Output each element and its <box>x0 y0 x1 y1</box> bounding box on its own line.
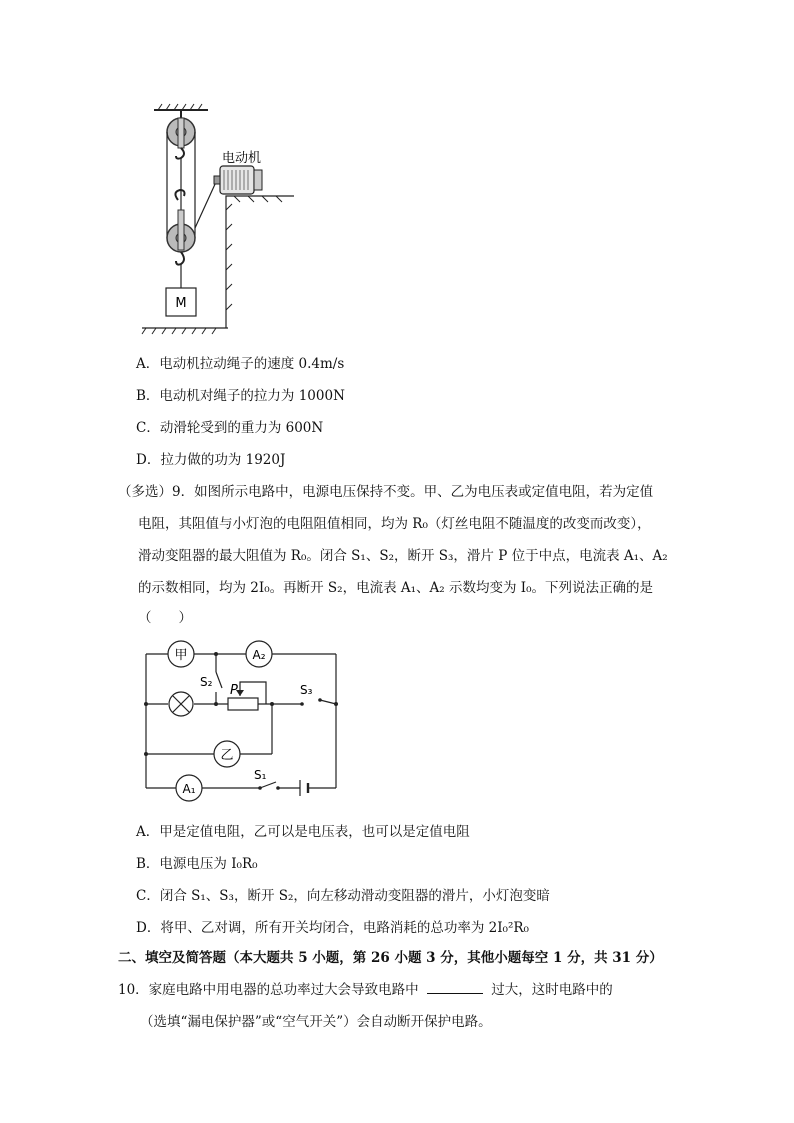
q8-option-c: C．动滑轮受到的重力为 600N <box>136 420 324 436</box>
q9-stem-line: 电阻，其阻值与小灯泡的电阻阻值相同，均为 R₀（灯丝电阻不随温度的改变而改变）， <box>138 516 651 532</box>
pulley-motor-figure <box>138 100 298 336</box>
q8-option-a: A．电动机拉动绳子的速度 0.4m/s <box>136 356 345 372</box>
jia-label: 甲 <box>174 648 188 663</box>
s3-label: S₃ <box>300 683 313 697</box>
q10-line1 <box>118 978 613 998</box>
q8-option-b: B．电动机对绳子的拉力为 1000N <box>136 388 345 404</box>
motor <box>220 166 254 194</box>
yi-label: 乙 <box>220 748 234 763</box>
a2-label: A₂ <box>252 648 266 662</box>
p-label: P <box>230 683 238 698</box>
block-label: M <box>175 296 187 311</box>
motor-label: 电动机 <box>222 151 262 166</box>
q8-option-d: D．拉力做的功为 1920J <box>136 452 286 468</box>
q9-option-a: A．甲是定值电阻，乙可以是电压表，也可以是定值电阻 <box>136 824 470 840</box>
circuit-diagram <box>140 636 346 804</box>
q10-text-b: 过大，这时电路中的 <box>491 982 613 998</box>
rheostat <box>228 698 258 710</box>
q9-option-c: C．闭合 S₁、S₃，断开 S₂，向左移动滑动变阻器的滑片，小灯泡变暗 <box>136 888 550 904</box>
section-heading: 二、填空及简答题（本大题共 5 小题，第 26 小题 3 分，其他小题每空 1 分，共 31 分） <box>118 950 663 966</box>
q9-stem-line: （多选）9．如图所示电路中，电源电压保持不变。甲、乙为电压表或定值电阻，若为定值 <box>118 484 654 500</box>
q10-text-a: 10．家庭电路中用电器的总功率过大会导致电路中 <box>118 982 419 998</box>
q9-option-d: D．将甲、乙对调，所有开关均闭合，电路消耗的总功率为 2I₀²R₀ <box>136 920 529 936</box>
pulley-diagram <box>138 100 298 336</box>
s2-label: S₂ <box>200 675 213 689</box>
q9-stem-line: 的示数相同，均为 2I₀。再断开 S₂，电流表 A₁、A₂ 示数均变为 I₀。下列说法正确的是 <box>138 580 654 596</box>
s1-label: S₁ <box>254 768 267 782</box>
answer-blank[interactable] <box>427 981 483 994</box>
q9-stem-line: （ ） <box>138 610 192 626</box>
a1-label: A₁ <box>182 782 196 796</box>
q10-line2: （选填“漏电保护器”或“空气开关”）会自动断开保护电路。 <box>140 1014 492 1030</box>
circuit-figure <box>140 636 346 804</box>
q9-option-b: B．电源电压为 I₀R₀ <box>136 856 258 872</box>
q9-stem-line: 滑动变阻器的最大阻值为 R₀。闭合 S₁、S₂，断开 S₃，滑片 P 位于中点，电流表 A₁、A₂ <box>138 548 668 564</box>
